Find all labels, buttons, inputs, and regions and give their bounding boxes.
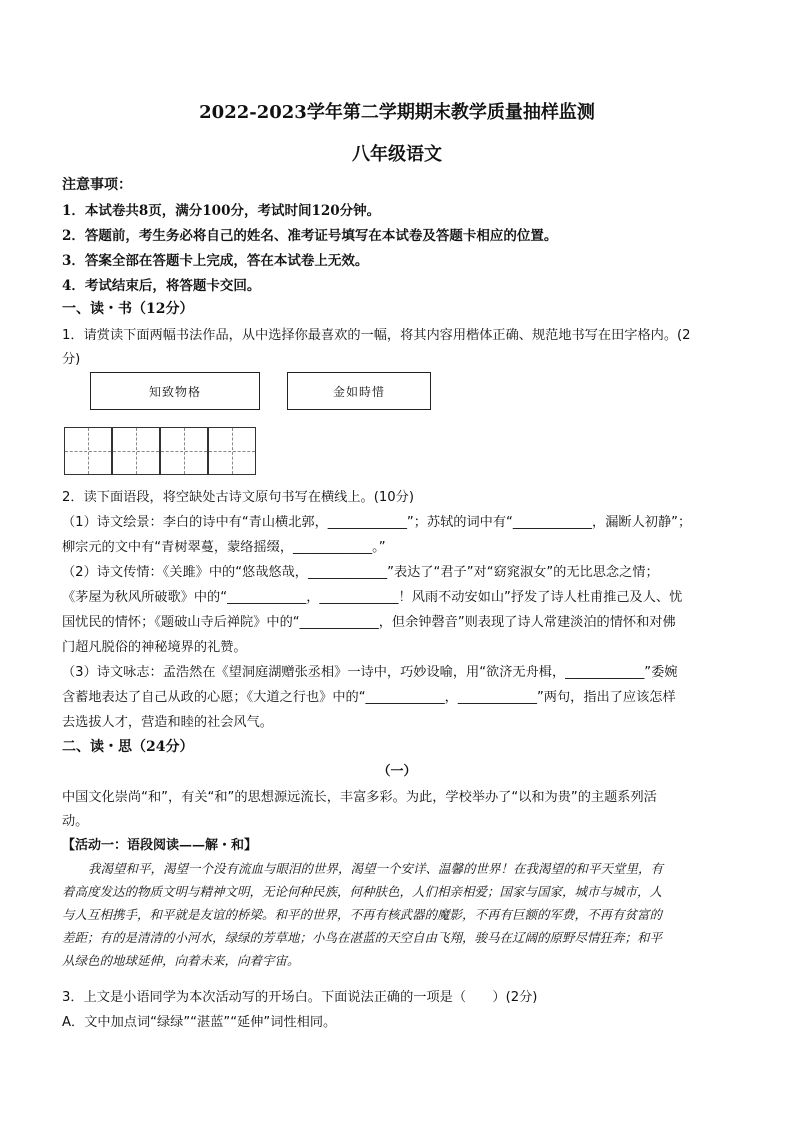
question-1-line2: 分): [62, 352, 81, 367]
tianzige-box[interactable]: [208, 427, 256, 475]
tianzige-box[interactable]: [160, 427, 208, 475]
activity-heading: 【活动一：语段阅读——解・和】: [62, 838, 258, 853]
notice-item: 1．本试卷共8页，满分100分，考试时间120分钟。: [62, 203, 381, 219]
question-2-line: 柳宗元的文中有“青树翠蔓，蒙络摇缀，____________。”: [62, 540, 386, 555]
question-2-line: 国忧民的情怀；《题破山寺后禅院》中的“____________，但余钟磬音”则表现了诗人常建淡泊的情怀和对佛: [62, 615, 676, 630]
notice-item: 3．答案全部在答题卡上完成，答在本试卷上无效。: [62, 253, 369, 269]
question-2-line: （1）诗文绘景：李白的诗中有“青山横北郭，____________”；苏轼的词中有“____________，漏断人初静”；: [62, 515, 692, 530]
question-2: 2．读下面语段，将空缺处古诗文原句书写在横线上。(10分): [62, 490, 414, 505]
passage-line: 从绿色的地球延伸，向着未来，向着宇宙。: [62, 953, 300, 968]
passage-line: 我渴望和平，渴望一个没有流血与眼泪的世界，渴望一个安详、温馨的世界！在我渴望的和平天堂里，有: [88, 861, 664, 876]
tianzige-box[interactable]: [64, 427, 112, 475]
section2-heading: 二、读・思（24分）: [62, 739, 194, 755]
question-1-line1: 1．请赏读下面两幅书法作品，从中选择你最喜欢的一幅，将其内容用楷体正确、规范地书写在田字格内。(2: [62, 328, 691, 343]
question-2-line: 门超凡脱俗的神秘境界的礼赞。: [62, 640, 247, 655]
intro-line1: 中国文化崇尚“和”，有关“和”的思想源远流长，丰富多彩。为此，学校举办了“以和为贵”的主题系列活: [62, 790, 657, 805]
question-2-line: 去选拔人才，营造和睦的社会风气。: [62, 715, 273, 730]
question-2-line: 含蓄地表达了自己从政的心愿；《大道之行也》中的“____________，____________”两句，指出了应该怎样: [62, 690, 676, 705]
passage-line: 着高度发达的物质文明与精神文明，无论何种民族，何种肤色，人们相亲相爱；国家与国家，城市与城市，人: [62, 884, 663, 899]
calligraphy-left: 知致物格: [90, 372, 260, 410]
notice-item: 2．答题前，考生务必将自己的姓名、准考证号填写在本试卷及答题卡相应的位置。: [62, 228, 558, 244]
question-2-line: 《茅屋为秋风所破歌》中的“____________，____________！风雨不动安如山”抒发了诗人杜甫推己及人、忧: [62, 590, 683, 605]
question-2-line: （3）诗文咏志：孟浩然在《望洞庭湖赠张丞相》一诗中，巧妙设喻，用“欲济无舟楫，____________”委婉: [62, 665, 678, 680]
exam-title: 2022-2023学年第二学期期末教学质量抽样监测: [199, 102, 595, 123]
tianzige-box[interactable]: [112, 427, 160, 475]
passage-line: 差距；有的是清清的小河水，绿绿的芳草地；小鸟在湛蓝的天空自由飞翔，骏马在辽阔的原野尽情狂奔；和平: [62, 930, 663, 945]
intro-line2: 动。: [62, 814, 89, 829]
question-2-line: （2）诗文传情：《关雎》中的“悠哉悠哉，____________”表达了“君子”对“窈窕淑女”的无比思念之情；: [62, 565, 659, 580]
part-one-label: （一）: [377, 764, 417, 779]
calligraphy-right: 金如時惜: [287, 372, 431, 410]
notice-item: 4．考试结束后，将答题卡交回。: [62, 278, 261, 294]
exam-subtitle: 八年级语文: [352, 144, 442, 165]
section1-heading: 一、读・书（12分）: [62, 301, 194, 317]
passage-line: 与人互相携手，和平就是友谊的桥梁。和平的世界，不再有核武器的魔影，不再有巨额的军费，不再有贫富的: [62, 907, 663, 922]
question-3-option-a: A．文中加点词“绿绿”“湛蓝”“延伸”词性相同。: [62, 1015, 337, 1030]
notice-heading: 注意事项：: [62, 177, 132, 193]
question-3: 3．上文是小语同学为本次活动写的开场白。下面说法正确的一项是（ ）(2分): [62, 990, 538, 1005]
